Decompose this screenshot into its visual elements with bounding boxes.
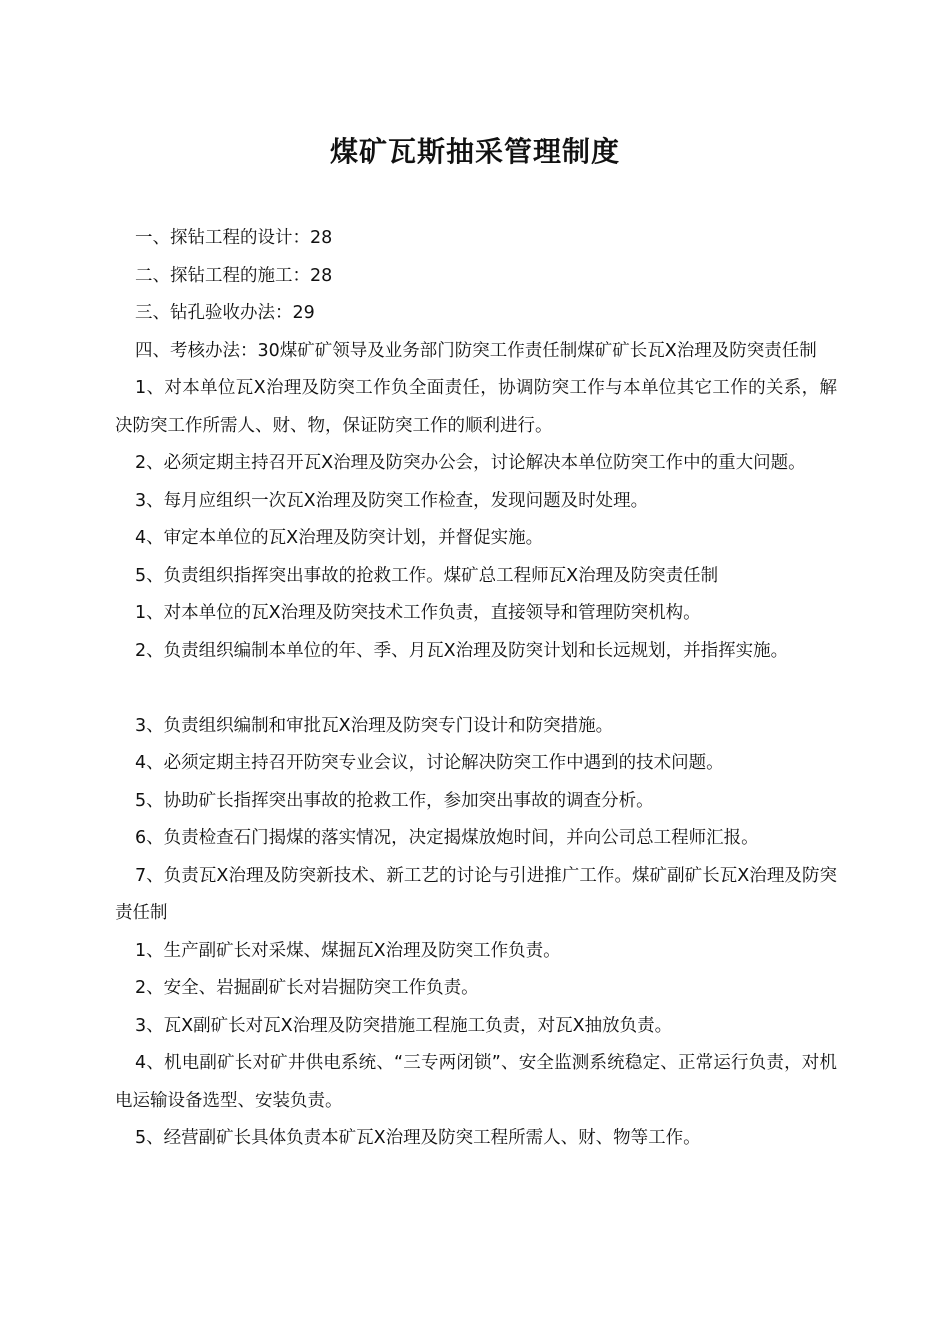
paragraph-toc-4: 四、考核办法：30煤矿矿领导及业务部门防突工作责任制煤矿矿长瓦X治理及防突责任制 (135, 340, 817, 361)
paragraph-toc-1: 一、探钻工程的设计：28 (135, 228, 333, 248)
paragraph-chief-engineer-3: 3、负责组织编制和审批瓦X治理及防突专门设计和防突措施。 (135, 715, 614, 736)
paragraph-chief-engineer-7: 7、负责瓦X治理及防突新技术、新工艺的讨论与引进推广工作。煤矿副矿长瓦X治理及防突责任制 (115, 865, 837, 923)
paragraph-toc-3: 三、钻孔验收办法：29 (135, 303, 315, 323)
paragraph-chief-engineer-2: 2、负责组织编制本单位的年、季、月瓦X治理及防突计划和长远规划，并指挥实施。 (135, 640, 789, 661)
paragraph-chief-engineer-6: 6、负责检查石门揭煤的落实情况，决定揭煤放炮时间，并向公司总工程师汇报。 (135, 828, 759, 848)
paragraph-deputy-director-5: 5、经营副矿长具体负责本矿瓦X治理及防突工程所需人、财、物等工作。 (135, 1128, 701, 1148)
document-body (115, 220, 837, 1158)
paragraph-mine-director-4: 4、审定本单位的瓦X治理及防突计划，并督促实施。 (135, 528, 544, 548)
paragraph-mine-director-5: 5、负责组织指挥突出事故的抢救工作。煤矿总工程师瓦X治理及防突责任制 (135, 565, 719, 586)
paragraph-mine-director-3: 3、每月应组织一次瓦X治理及防突工作检查，发现问题及时处理。 (135, 490, 649, 511)
paragraph-chief-engineer-5: 5、协助矿长指挥突出事故的抢救工作，参加突出事故的调查分析。 (135, 790, 654, 811)
paragraph-chief-engineer-1: 1、对本单位的瓦X治理及防突技术工作负责，直接领导和管理防突机构。 (135, 603, 701, 623)
paragraph-deputy-director-3: 3、瓦X副矿长对瓦X治理及防突措施工程施工负责，对瓦X抽放负责。 (135, 1015, 673, 1036)
document-title: 煤矿瓦斯抽采管理制度 (329, 135, 620, 168)
paragraph-mine-director-2: 2、必须定期主持召开瓦X治理及防突办公会，讨论解决本单位防突工作中的重大问题。 (135, 453, 806, 473)
paragraph-mine-director-1: 1、对本单位瓦X治理及防突工作负全面责任，协调防突工作与本单位其它工作的关系，解决防突工作所需人、财、物，保证防突工作的顺利进行。 (115, 378, 837, 436)
paragraph-toc-2: 二、探钻工程的施工：28 (135, 265, 333, 286)
paragraph-deputy-director-2: 2、安全、岩掘副矿长对岩掘防突工作负责。 (135, 978, 479, 998)
paragraph-deputy-director-1: 1、生产副矿长对采煤、煤掘瓦X治理及防突工作负责。 (135, 940, 561, 961)
paragraph-chief-engineer-4: 4、必须定期主持召开防突专业会议，讨论解决防突工作中遇到的技术问题。 (135, 753, 724, 773)
paragraph-deputy-director-4: 4、机电副矿长对矿井供电系统、“三专两闭锁”、安全监测系统稳定、正常运行负责，对机电运输设备选型、安装负责。 (115, 1053, 837, 1111)
